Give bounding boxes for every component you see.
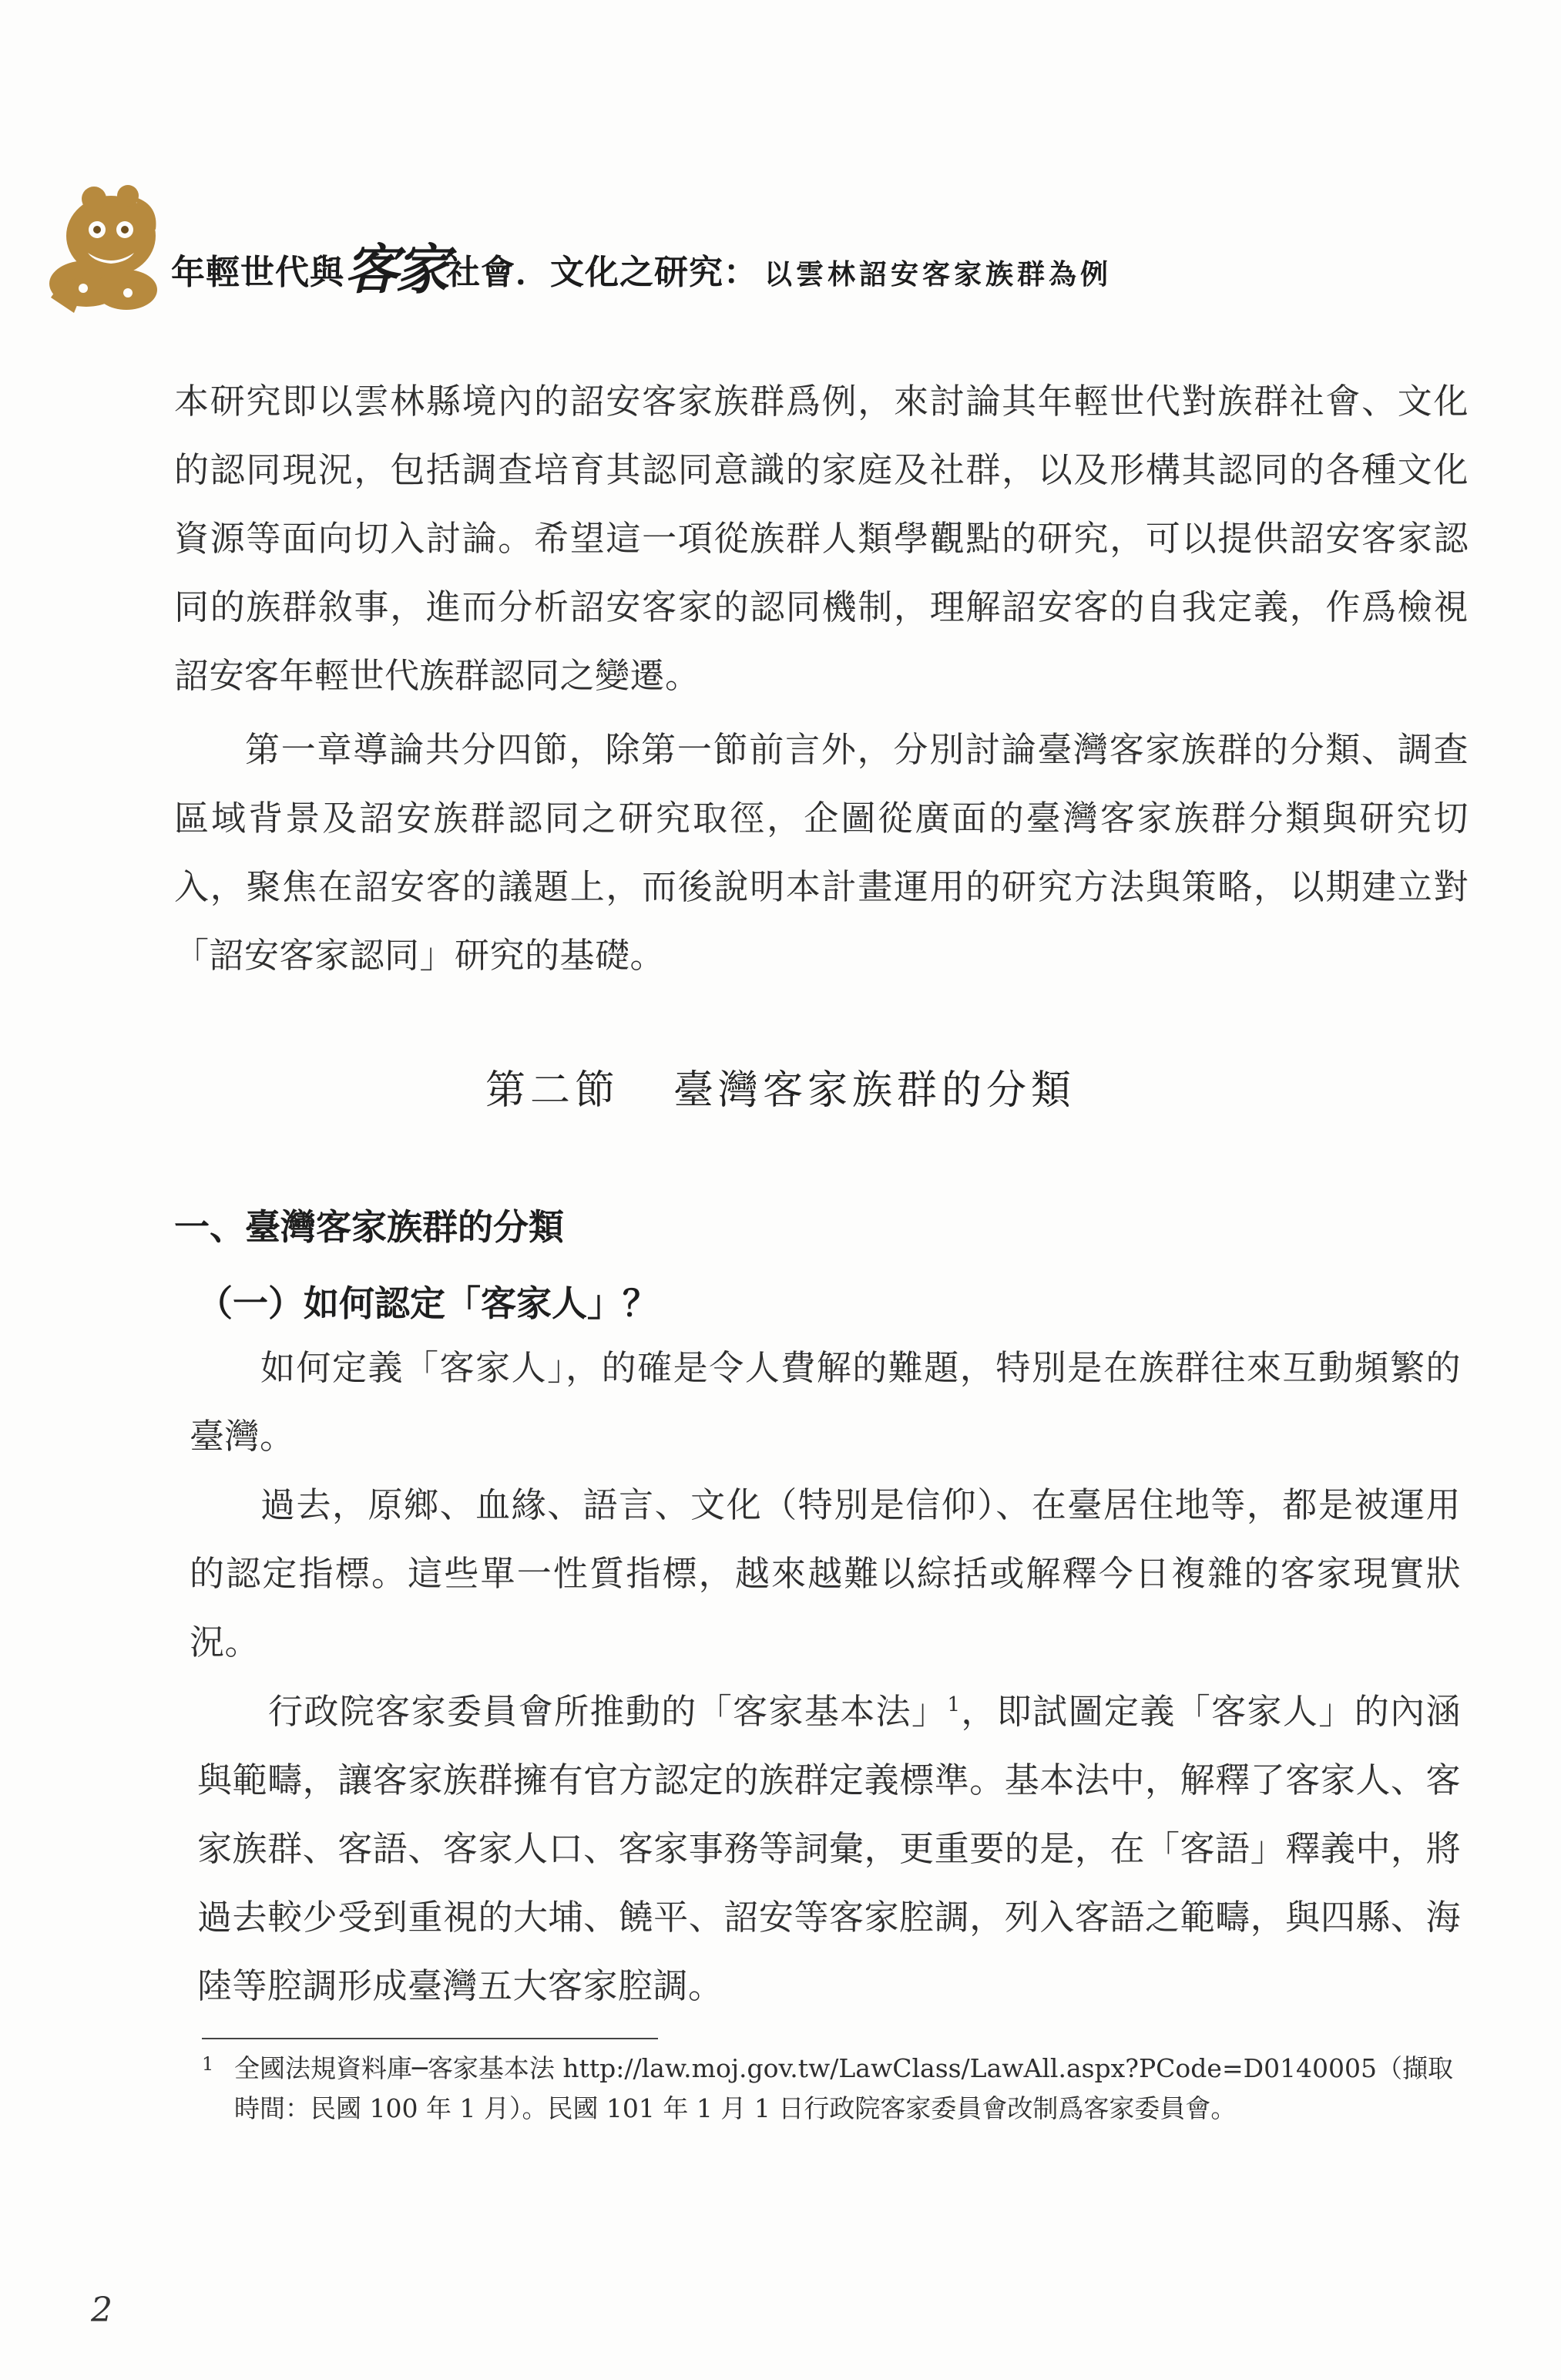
body-paragraph-5-rest: ，即試圖定義「客家人」的內涵與範疇，讓客家族群擁有官方認定的族群定義標準。基本法中，解釋了客家人、客家族群、客語、客家人口、客家事務等詞彙，更重要的是，在「客語」釋義中，將過去較少受到重視的大埔、饒平、詔安等客家腔調，列入客語之範疇，與四縣、海陸等腔調形成臺灣五大客家腔調。 [197, 1691, 1461, 2006]
page-number: 2 [91, 2291, 112, 2330]
section-title [0, 1057, 1561, 1115]
footnote [202, 2049, 1481, 2129]
footnote-text: 全國法規資料庫─客家基本法 http://law.moj.gov.tw/LawClass/LawAll.aspx?PCode=D0140005（擷取時間：民國 100 年 1 月）。民國 101 年 1 月 1 日行政院客家委員會改制爲客家委員會。 [234, 2053, 1454, 2123]
header-title [171, 222, 1112, 300]
footnote-reference[interactable]: 1 [947, 1693, 961, 1716]
subsubsection-heading: （一）如何認定「客家人」？ [197, 1282, 658, 1324]
lion-dance-emblem-icon [43, 182, 166, 321]
section-name: 臺灣客家族群的分類 [673, 1067, 1076, 1114]
body-paragraph-3: 如何定義「客家人」，的確是令人費解的難題，特別是在族群往來互動頻繁的臺灣。 [190, 1347, 1461, 1457]
section-number: 第二節 [485, 1067, 619, 1114]
running-header [43, 182, 1353, 328]
footnote-divider [202, 2038, 658, 2039]
intro-paragraph-1: 本研究即以雲林縣境內的詔安客家族群爲例，來討論其年輕世代對族群社會、文化的認同現況，包括調查培育其認同意識的家庭及社群，以及形構其認同的各種文化資源等面向切入討論。希望這一項從族群人類學觀點的研究，可以提供詔安客家認同的族群敘事，進而分析詔安客家的認同機制，理解詔安客的自我定義，作爲檢視詔安客年輕世代族群認同之變遷。 [174, 381, 1469, 696]
footnote-mark: 1 [202, 2053, 214, 2075]
header-title-emphasis: 客家 [344, 237, 446, 301]
body-paragraph-5 [197, 1677, 1461, 2020]
header-subtitle: 以雲林詔安客家族群為例 [764, 258, 1113, 291]
body-paragraph-4: 過去，原鄉、血緣、語言、文化（特別是信仰）、在臺居住地等，都是被運用的認定指標。這些單一性質指標，越來越難以綜括或解釋今日複雜的客家現實狀況。 [190, 1484, 1461, 1662]
header-title-part1: 年輕世代與 [171, 253, 344, 292]
header-title-part2: 社會．文化之研究： [446, 253, 758, 292]
subsection-heading: 一、臺灣客家族群的分類 [174, 1206, 564, 1248]
body-paragraph-5-start: 行政院客家委員會所推動的「客家基本法」 [268, 1691, 948, 1732]
intro-paragraph-2: 第一章導論共分四節，除第一節前言外，分別討論臺灣客家族群的分類、調查區域背景及詔安族群認同之研究取徑，企圖從廣面的臺灣客家族群分類與研究切入，聚焦在詔安客的議題上，而後說明本計畫運用的研究方法與策略，以期建立對「詔安客家認同」研究的基礎。 [174, 729, 1469, 976]
